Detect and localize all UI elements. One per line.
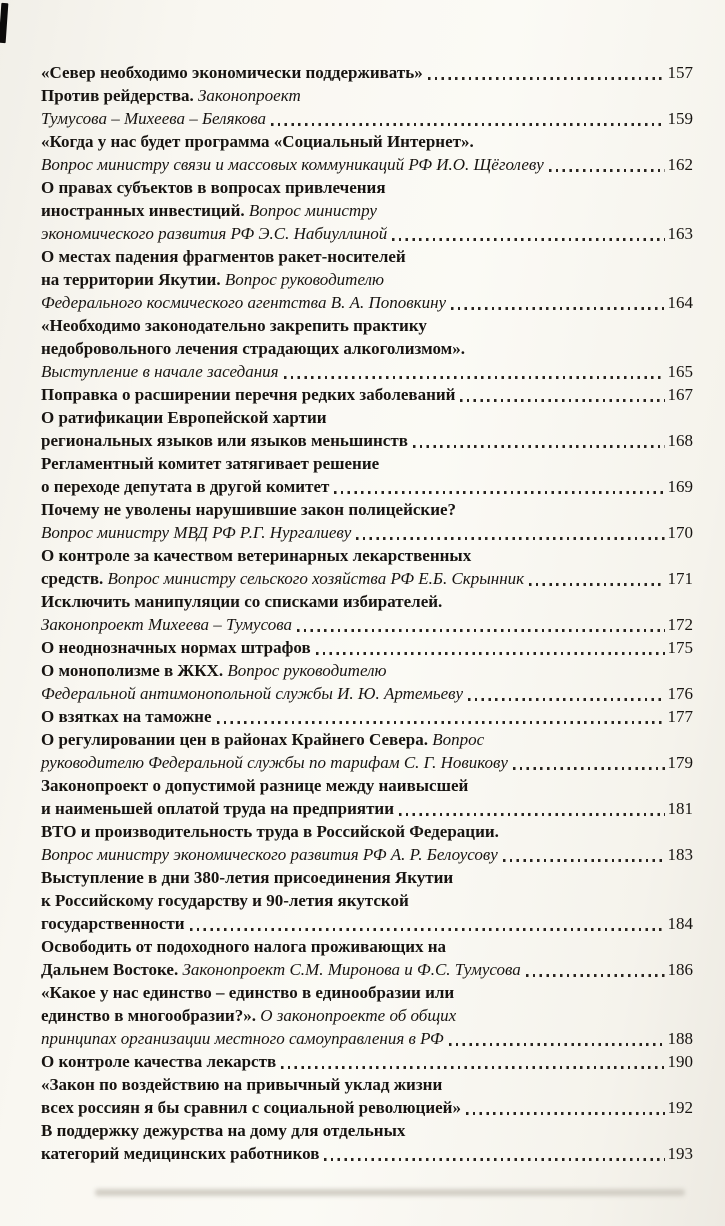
dot-leader (297, 629, 665, 632)
toc-entry (41, 383, 693, 406)
toc-title-text: Исключить манипуляции со списками избирателей. (41, 592, 443, 611)
toc-entry (41, 406, 693, 452)
toc-entry (41, 314, 693, 383)
toc-title-text: Освободить от подоходного налога проживающих на (41, 937, 447, 956)
page-number: 157 (667, 63, 693, 82)
toc-title-text: к Российскому государству и 90-летия якутской (41, 891, 409, 910)
toc-line (41, 107, 693, 130)
page-number: 190 (667, 1052, 693, 1071)
toc-title-text: О контроле за качеством ветеринарных лекарственных (41, 546, 472, 565)
toc-line (41, 935, 693, 958)
page-number: 168 (667, 431, 693, 450)
dot-leader (529, 583, 664, 586)
toc-line (41, 728, 693, 751)
toc-entry (41, 659, 693, 705)
dot-leader (392, 238, 664, 241)
toc-subtitle-text: Вопрос министру экономического развития РФ А. Р. Белоусову (41, 845, 498, 864)
toc-line (41, 590, 693, 613)
toc-subtitle-text: Вопрос министру связи и массовых коммуникаций РФ И.О. Щёголеву (41, 155, 544, 174)
toc-subtitle-text: руководителю Федеральной службы по тарифам С. Г. Новикову (41, 753, 508, 772)
dot-leader (526, 974, 665, 977)
toc-subtitle-text: Федеральной антимонопольной службы И. Ю. Артемьеву (41, 684, 464, 703)
toc-title-text: О правах субъектов в вопросах привлечения (41, 178, 386, 197)
toc-subtitle-text: Вопрос министру (248, 201, 377, 220)
dot-leader (281, 1066, 664, 1069)
toc-title-text: Против рейдерства. (41, 86, 199, 105)
toc-line (41, 866, 693, 889)
toc-line (41, 176, 693, 199)
toc-entry (41, 820, 693, 866)
page-number: 165 (667, 362, 693, 381)
scan-artifact-mark (0, 3, 8, 43)
toc-title-text: о переходе депутата в другой комитет (41, 477, 330, 496)
dot-leader (356, 537, 664, 540)
toc-title-text: региональных языков или языков меньшинств (41, 431, 408, 450)
toc-entry (41, 544, 693, 590)
toc-line (41, 84, 693, 107)
toc-line (41, 521, 693, 544)
dot-leader (460, 399, 664, 402)
dot-leader (549, 169, 665, 172)
toc-entry (41, 452, 693, 498)
toc-line (41, 130, 693, 153)
toc-title-text: О ратификации Европейской хартии (41, 408, 327, 427)
dot-leader (284, 376, 665, 379)
toc-line (41, 383, 693, 406)
toc-line (41, 61, 693, 84)
page-number: 167 (667, 385, 693, 404)
toc-subtitle-text: Законопроект С.М. Миронова и Ф.С. Тумусова (182, 960, 521, 979)
toc-title-text: Дальнем Востоке. (41, 960, 183, 979)
toc-line (41, 797, 693, 820)
toc-line (41, 889, 693, 912)
page-number: 170 (667, 523, 693, 542)
toc-title-text: всех россиян я бы сравнил с социальной революцией» (41, 1098, 461, 1117)
toc-entry (41, 636, 693, 659)
toc-entry (41, 705, 693, 728)
toc-title-text: «Север необходимо экономически поддерживать» (41, 63, 423, 82)
page-number: 163 (667, 224, 693, 243)
toc-line (41, 843, 693, 866)
toc-subtitle-text: Вопрос (432, 730, 485, 749)
page-number: 177 (667, 707, 693, 726)
dot-leader (271, 123, 664, 126)
toc-line (41, 222, 693, 245)
dot-leader (217, 721, 665, 724)
toc-line (41, 199, 693, 222)
page-number: 159 (667, 109, 693, 128)
toc-line (41, 1119, 693, 1142)
page-number: 172 (667, 615, 693, 634)
toc-line (41, 452, 693, 475)
toc-entry (41, 981, 693, 1050)
page-number: 175 (667, 638, 693, 657)
dot-leader (466, 1112, 665, 1115)
toc-line (41, 337, 693, 360)
toc-entry (41, 1050, 693, 1073)
toc-title-text: О регулировании цен в районах Крайнего Севера. (41, 730, 433, 749)
bleed-through-line (95, 1189, 685, 1196)
toc-line (41, 912, 693, 935)
toc-title-text: Почему не уволены нарушившие закон полицейские? (41, 500, 457, 519)
toc-subtitle-text: экономического развития РФ Э.С. Набиуллиной (41, 224, 388, 243)
toc-line (41, 1073, 693, 1096)
dot-leader (399, 813, 664, 816)
toc-line (41, 958, 693, 981)
toc-entry (41, 1119, 693, 1165)
toc-line (41, 314, 693, 337)
toc-subtitle-text: Вопрос руководителю (224, 270, 384, 289)
toc-line (41, 153, 693, 176)
toc-title-text: «Закон по воздействию на привычный уклад жизни (41, 1075, 443, 1094)
toc-line (41, 291, 693, 314)
toc-line (41, 429, 693, 452)
toc-title-text: единство в многообразии?». (41, 1006, 261, 1025)
toc-subtitle-text: принципах организации местного самоуправления в РФ (41, 1029, 444, 1048)
dot-leader (413, 445, 665, 448)
toc-line (41, 406, 693, 429)
toc-title-text: «Когда у нас будет программа «Социальный Интернет». (41, 132, 474, 151)
toc-entry (41, 130, 693, 176)
dot-leader (449, 1043, 665, 1046)
toc-title-text: «Какое у нас единство – единство в единообразии или (41, 983, 455, 1002)
toc-line (41, 360, 693, 383)
dot-leader (190, 928, 665, 931)
toc-title-text: Поправка о расширении перечня редких заболеваний (41, 385, 456, 404)
dot-leader (503, 859, 665, 862)
toc-subtitle-text: О законопроекте об общих (260, 1006, 457, 1025)
page-number: 169 (667, 477, 693, 496)
toc-entry (41, 245, 693, 314)
toc-line (41, 544, 693, 567)
toc-subtitle-text: Федерального космического агентства В. А. Поповкину (41, 293, 447, 312)
toc-entry (41, 728, 693, 774)
toc-entry (41, 61, 693, 84)
toc-title-text: категорий медицинских работников (41, 1144, 320, 1163)
toc-title-text: Выступление в дни 380-летия присоединения Якутии (41, 868, 454, 887)
toc-entry (41, 774, 693, 820)
toc-line (41, 613, 693, 636)
toc-subtitle-text: Законопроект Михеева – Тумусова (41, 615, 292, 634)
toc-entry (41, 176, 693, 245)
page-number: 184 (667, 914, 693, 933)
toc-title-text: О монополизме в ЖКХ. (41, 661, 228, 680)
toc-line (41, 682, 693, 705)
toc-subtitle-text: Вопрос министру МВД РФ Р.Г. Нургалиеву (41, 523, 352, 542)
toc-title-text: О контроле качества лекарств (41, 1052, 277, 1071)
toc-line (41, 475, 693, 498)
toc-line (41, 981, 693, 1004)
toc-title-text: ВТО и производительность труда в Российской Федерации. (41, 822, 499, 841)
page-number: 193 (667, 1144, 693, 1163)
toc-title-text: О местах падения фрагментов ракет-носителей (41, 247, 406, 266)
toc-entry (41, 498, 693, 544)
toc-title-text: средств. (41, 569, 108, 588)
toc-title-text: недобровольного лечения страдающих алкоголизмом». (41, 339, 465, 358)
toc-line (41, 1027, 693, 1050)
toc-entry (41, 590, 693, 636)
toc-line (41, 705, 693, 728)
page-number: 171 (667, 569, 693, 588)
toc-line (41, 567, 693, 590)
toc-title-text: О неоднозначных нормах штрафов (41, 638, 311, 657)
page-number: 179 (667, 753, 693, 772)
dot-leader (334, 491, 664, 494)
toc-title-text: иностранных инвестиций. (41, 201, 249, 220)
toc-entry (41, 935, 693, 981)
page-number: 183 (667, 845, 693, 864)
toc-line (41, 268, 693, 291)
toc-subtitle-text: Тумусова – Михеева – Белякова (41, 109, 267, 128)
toc-line (41, 751, 693, 774)
page-number: 162 (667, 155, 693, 174)
dot-leader (428, 77, 665, 80)
page-number: 192 (667, 1098, 693, 1117)
page-number: 164 (667, 293, 693, 312)
toc-line (41, 636, 693, 659)
toc-line (41, 1004, 693, 1027)
toc-subtitle-text: Выступление в начале заседания (41, 362, 279, 381)
toc-subtitle-text: Вопрос руководителю (227, 661, 387, 680)
dot-leader (451, 307, 664, 310)
dot-leader (324, 1158, 664, 1161)
toc-subtitle-text: Законопроект (198, 86, 301, 105)
toc-title-text: Регламентный комитет затягивает решение (41, 454, 380, 473)
toc-title-text: «Необходимо законодательно закрепить практику (41, 316, 427, 335)
toc-title-text: и наименьшей оплатой труда на предприятии (41, 799, 395, 818)
dot-leader (316, 652, 665, 655)
dot-leader (468, 698, 664, 701)
toc-title-text: на территории Якутии. (41, 270, 225, 289)
toc-title-text: Законопроект о допустимой разнице между наивысшей (41, 776, 469, 795)
toc-entry (41, 1073, 693, 1119)
toc-line (41, 245, 693, 268)
toc-line (41, 1142, 693, 1165)
toc-line (41, 659, 693, 682)
page-number: 186 (667, 960, 693, 979)
toc-subtitle-text: Вопрос министру сельского хозяйства РФ Е.Б. Скрынник (107, 569, 525, 588)
toc-line (41, 1096, 693, 1119)
toc-line (41, 1050, 693, 1073)
page-number: 176 (667, 684, 693, 703)
toc-title-text: В поддержку дежурства на дому для отдельных (41, 1121, 406, 1140)
dot-leader (513, 767, 665, 770)
table-of-contents (41, 61, 693, 1165)
toc-title-text: О взятках на таможне (41, 707, 212, 726)
toc-entry (41, 84, 693, 130)
toc-line (41, 498, 693, 521)
toc-line (41, 774, 693, 797)
toc-line (41, 820, 693, 843)
page-number: 181 (667, 799, 693, 818)
page-number: 188 (667, 1029, 693, 1048)
toc-title-text: государственности (41, 914, 185, 933)
toc-entry (41, 866, 693, 935)
